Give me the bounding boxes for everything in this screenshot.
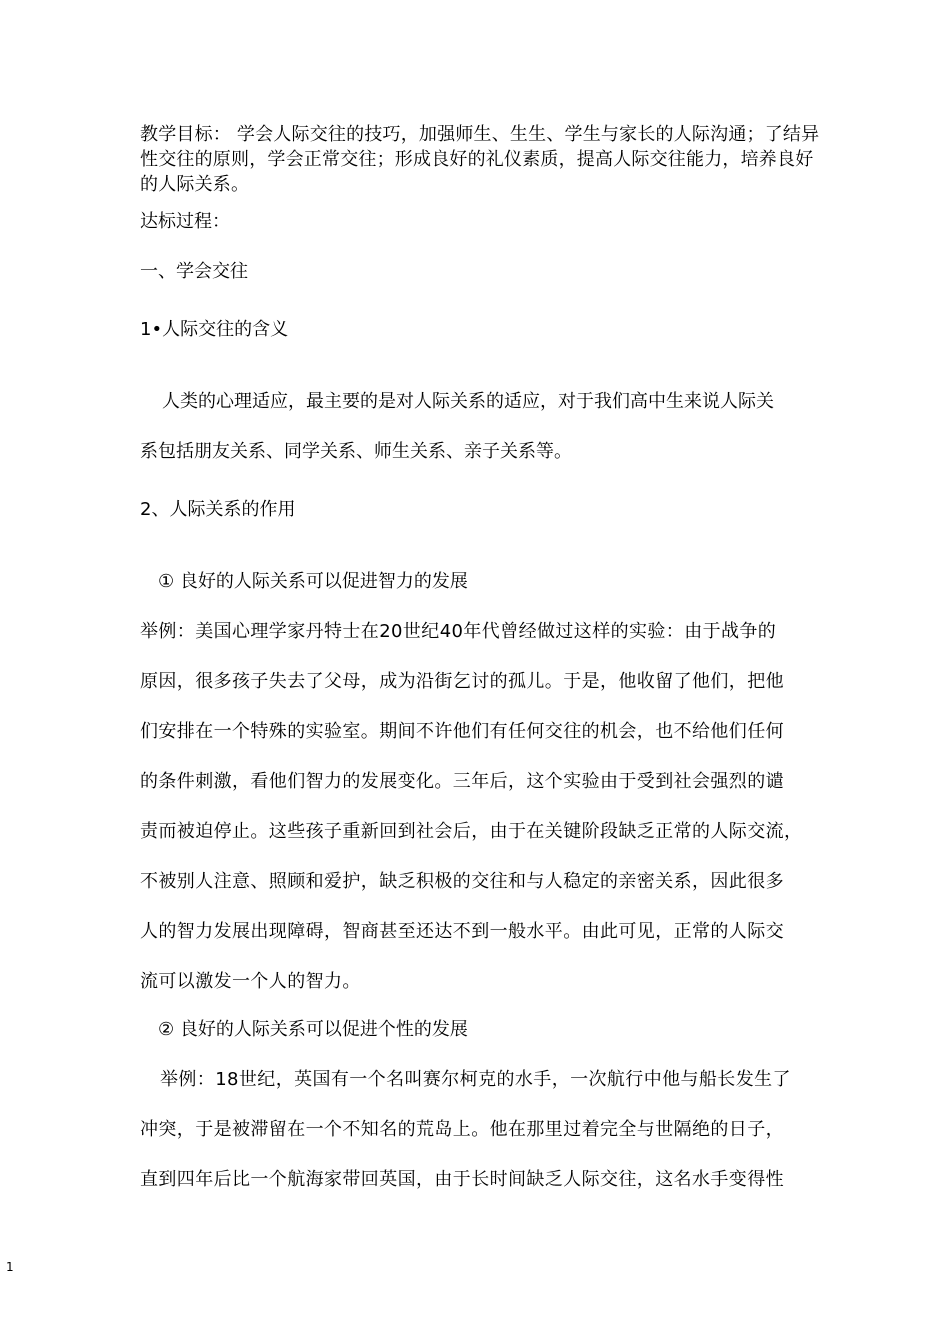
example-line: 们安排在一个特殊的实验室。期间不许他们有任何交往的机会，也不给他们任何 — [140, 721, 784, 742]
example-line: 责而被迫停止。这些孩子重新回到社会后，由于在关键阶段缺乏正常的人际交流， — [140, 821, 803, 842]
point-heading: ① 良好的人际关系可以促进智力的发展 — [158, 571, 468, 592]
teaching-objectives: 教学目标： 学会人际交往的技巧，加强师生、生生、学生与家长的人际沟通；了结异性交往的原则，学会正常交往；形成良好的礼仪素质，提高人际交往能力，培养良好的人际关系。 — [140, 124, 820, 195]
example-line: 的条件刺激，看他们智力的发展变化。三年后，这个实验由于受到社会强烈的谴 — [140, 771, 784, 792]
paragraph-line: 系包括朋友关系、同学关系、师生关系、亲子关系等。 — [140, 441, 572, 462]
subsection-heading: 1•人际交往的含义 — [140, 319, 289, 340]
example-line: 人的智力发展出现障碍，智商甚至还达不到一般水平。由此可见，正常的人际交 — [140, 921, 784, 942]
point-heading: ② 良好的人际关系可以促进个性的发展 — [158, 1019, 468, 1040]
example-line: 原因，很多孩子失去了父母，成为沿街乞讨的孤儿。于是，他收留了他们，把他 — [140, 671, 784, 692]
page-number: 1 — [6, 1260, 14, 1274]
section-heading: 一、学会交往 — [140, 261, 248, 282]
example-line: 直到四年后比一个航海家带回英国，由于长时间缺乏人际交往，这名水手变得性 — [140, 1169, 784, 1190]
example-line: 举例：美国心理学家丹特士在20世纪40年代曾经做过这样的实验：由于战争的 — [140, 621, 777, 642]
example-line: 冲突，于是被滞留在一个不知名的荒岛上。他在那里过着完全与世隔绝的日子， — [140, 1119, 784, 1140]
paragraph-line: 人类的心理适应，最主要的是对人际关系的适应，对于我们高中生来说人际关 — [162, 391, 774, 412]
example-line: 流可以激发一个人的智力。 — [140, 971, 361, 992]
subsection-heading: 2、人际关系的作用 — [140, 499, 296, 520]
example-line: 不被别人注意、照顾和爱护，缺乏积极的交往和与人稳定的亲密关系，因此很多 — [140, 871, 784, 892]
example-line: 举例：18世纪，英国有一个名叫赛尔柯克的水手，一次航行中他与船长发生了 — [160, 1069, 791, 1090]
process-heading: 达标过程： — [140, 211, 230, 232]
